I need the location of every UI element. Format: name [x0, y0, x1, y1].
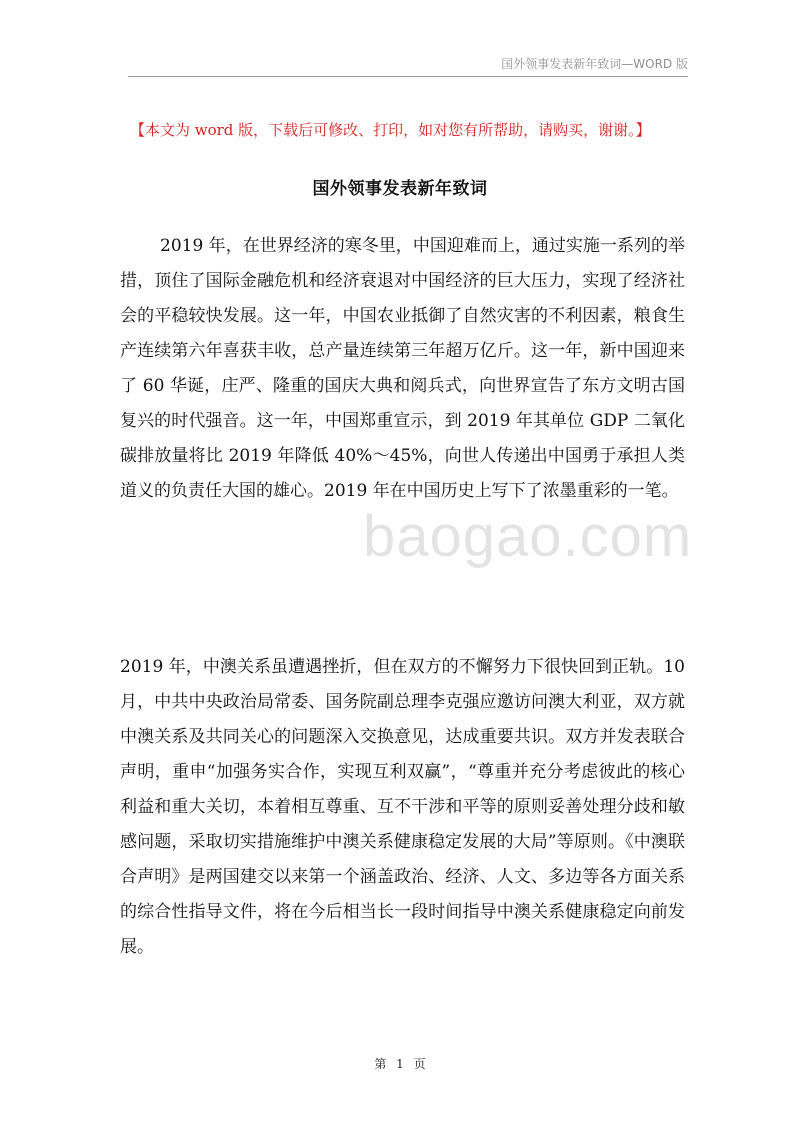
page-header: 国外领事发表新年致词—WORD 版 — [128, 55, 688, 77]
page-label-suffix: 页 — [413, 1057, 426, 1071]
document-title: 国外领事发表新年致词 — [312, 179, 488, 199]
purchase-notice: 【本文为 word 版，下载后可修改、打印，如对您有所帮助，请购买，谢谢。】 — [130, 121, 651, 139]
page-number: 1 — [396, 1057, 404, 1071]
body-paragraph: 2019 年，在世界经济的寒冬里，中国迎难而上，通过实施一系列的举措，顶住了国际金融危机和经济衰退对中国经济的巨大压力，实现了经济社会的平稳较快发展。这一年，中国农业抵御了自然灾害的不利因素，粮食生产连续第六年喜获丰收，总产量连续第三年超万亿斤。这一年，新中国迎来了 60 华诞，庄严、隆重的国庆大典和阅兵式，向世界宣告了东方文明古国复兴的时代强音。这一年，中国郑重宣示，到 2019 年其单位 GDP 二氧化碳排放量将比 2019 年降低 40%～45%，向世人传递出中国勇于承担人类道义的负责任大国的雄心。2019 年在中国历史上写下了浓墨重彩的一笔。 — [120, 236, 685, 501]
page-footer — [0, 1055, 800, 1072]
body-paragraph: 2019 年，中澳关系虽遭遇挫折，但在双方的不懈努力下很快回到正轨。10 月，中共中央政治局常委、国务院副总理李克强应邀访问澳大利亚，双方就中澳关系及共同关心的问题深入交换意见，达成重要共识。双方并发表联合声明，重申“加强务实合作，实现互利双赢”，“尊重并充分考虑彼此的核心利益和重大关切，本着相互尊重、互不干涉和平等的原则妥善处理分歧和敏感问题，采取切实措施维护中澳关系健康稳定发展的大局”等原则。《中澳联合声明》是两国建交以来第一个涵盖政治、经济、人文、多边等各方面关系的综合性指导文件，将在今后相当长一段时间指导中澳关系健康稳定向前发展。 — [120, 657, 685, 957]
watermark: baogao.com — [363, 504, 693, 569]
page-label-prefix: 第 — [374, 1057, 387, 1071]
